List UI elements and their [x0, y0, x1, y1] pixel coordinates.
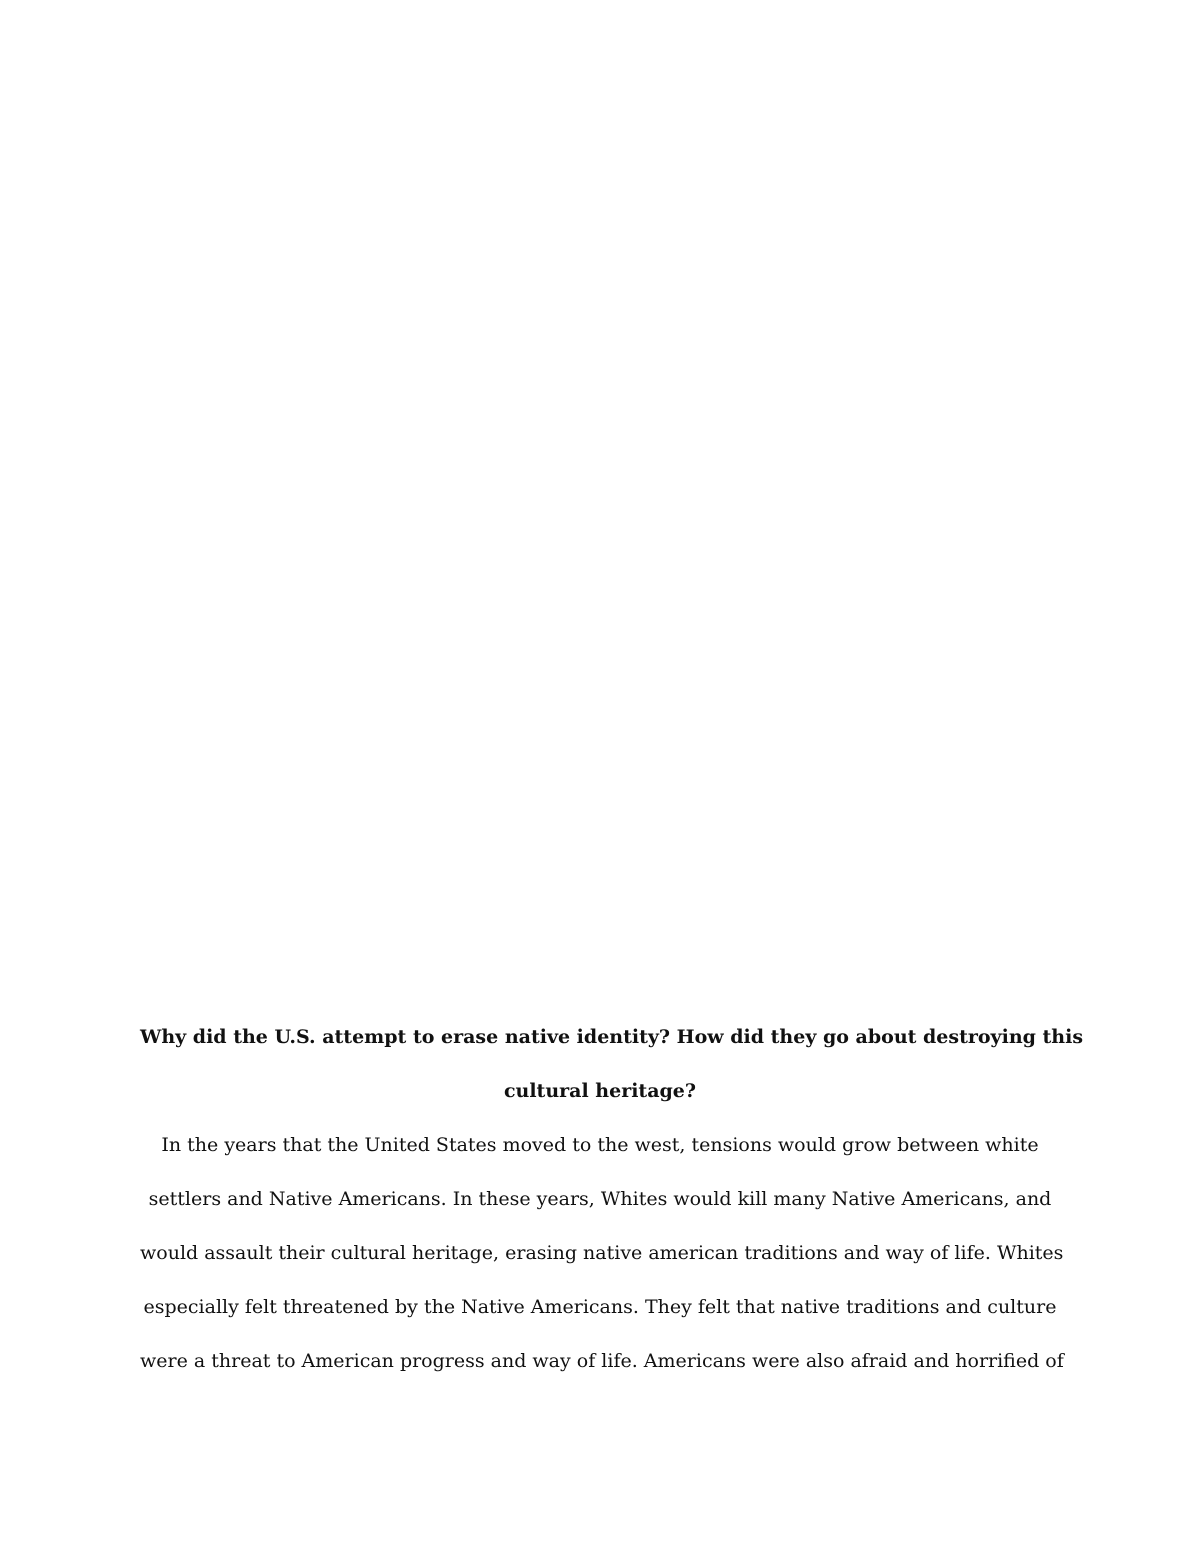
body-line-1: In the years that the United States moved to the west, tensions would grow between white	[161, 1134, 1039, 1156]
title-line-2: cultural heritage?	[503, 1080, 697, 1102]
title-line-1: Why did the U.S. attempt to erase native identity? How did they go about destroying this	[140, 1026, 1084, 1048]
body-line-4: especially felt threatened by the Native Americans. They felt that native traditions and culture	[143, 1296, 1057, 1318]
document-text	[140, 1010, 1084, 1388]
body-line-2: settlers and Native Americans. In these years, Whites would kill many Native Americans, and	[148, 1188, 1052, 1210]
body-line-3: would assault their cultural heritage, erasing native american traditions and way of life. Whites	[140, 1242, 1064, 1264]
body-line-5: were a threat to American progress and way of life. Americans were also afraid and horrified of	[140, 1350, 1064, 1372]
